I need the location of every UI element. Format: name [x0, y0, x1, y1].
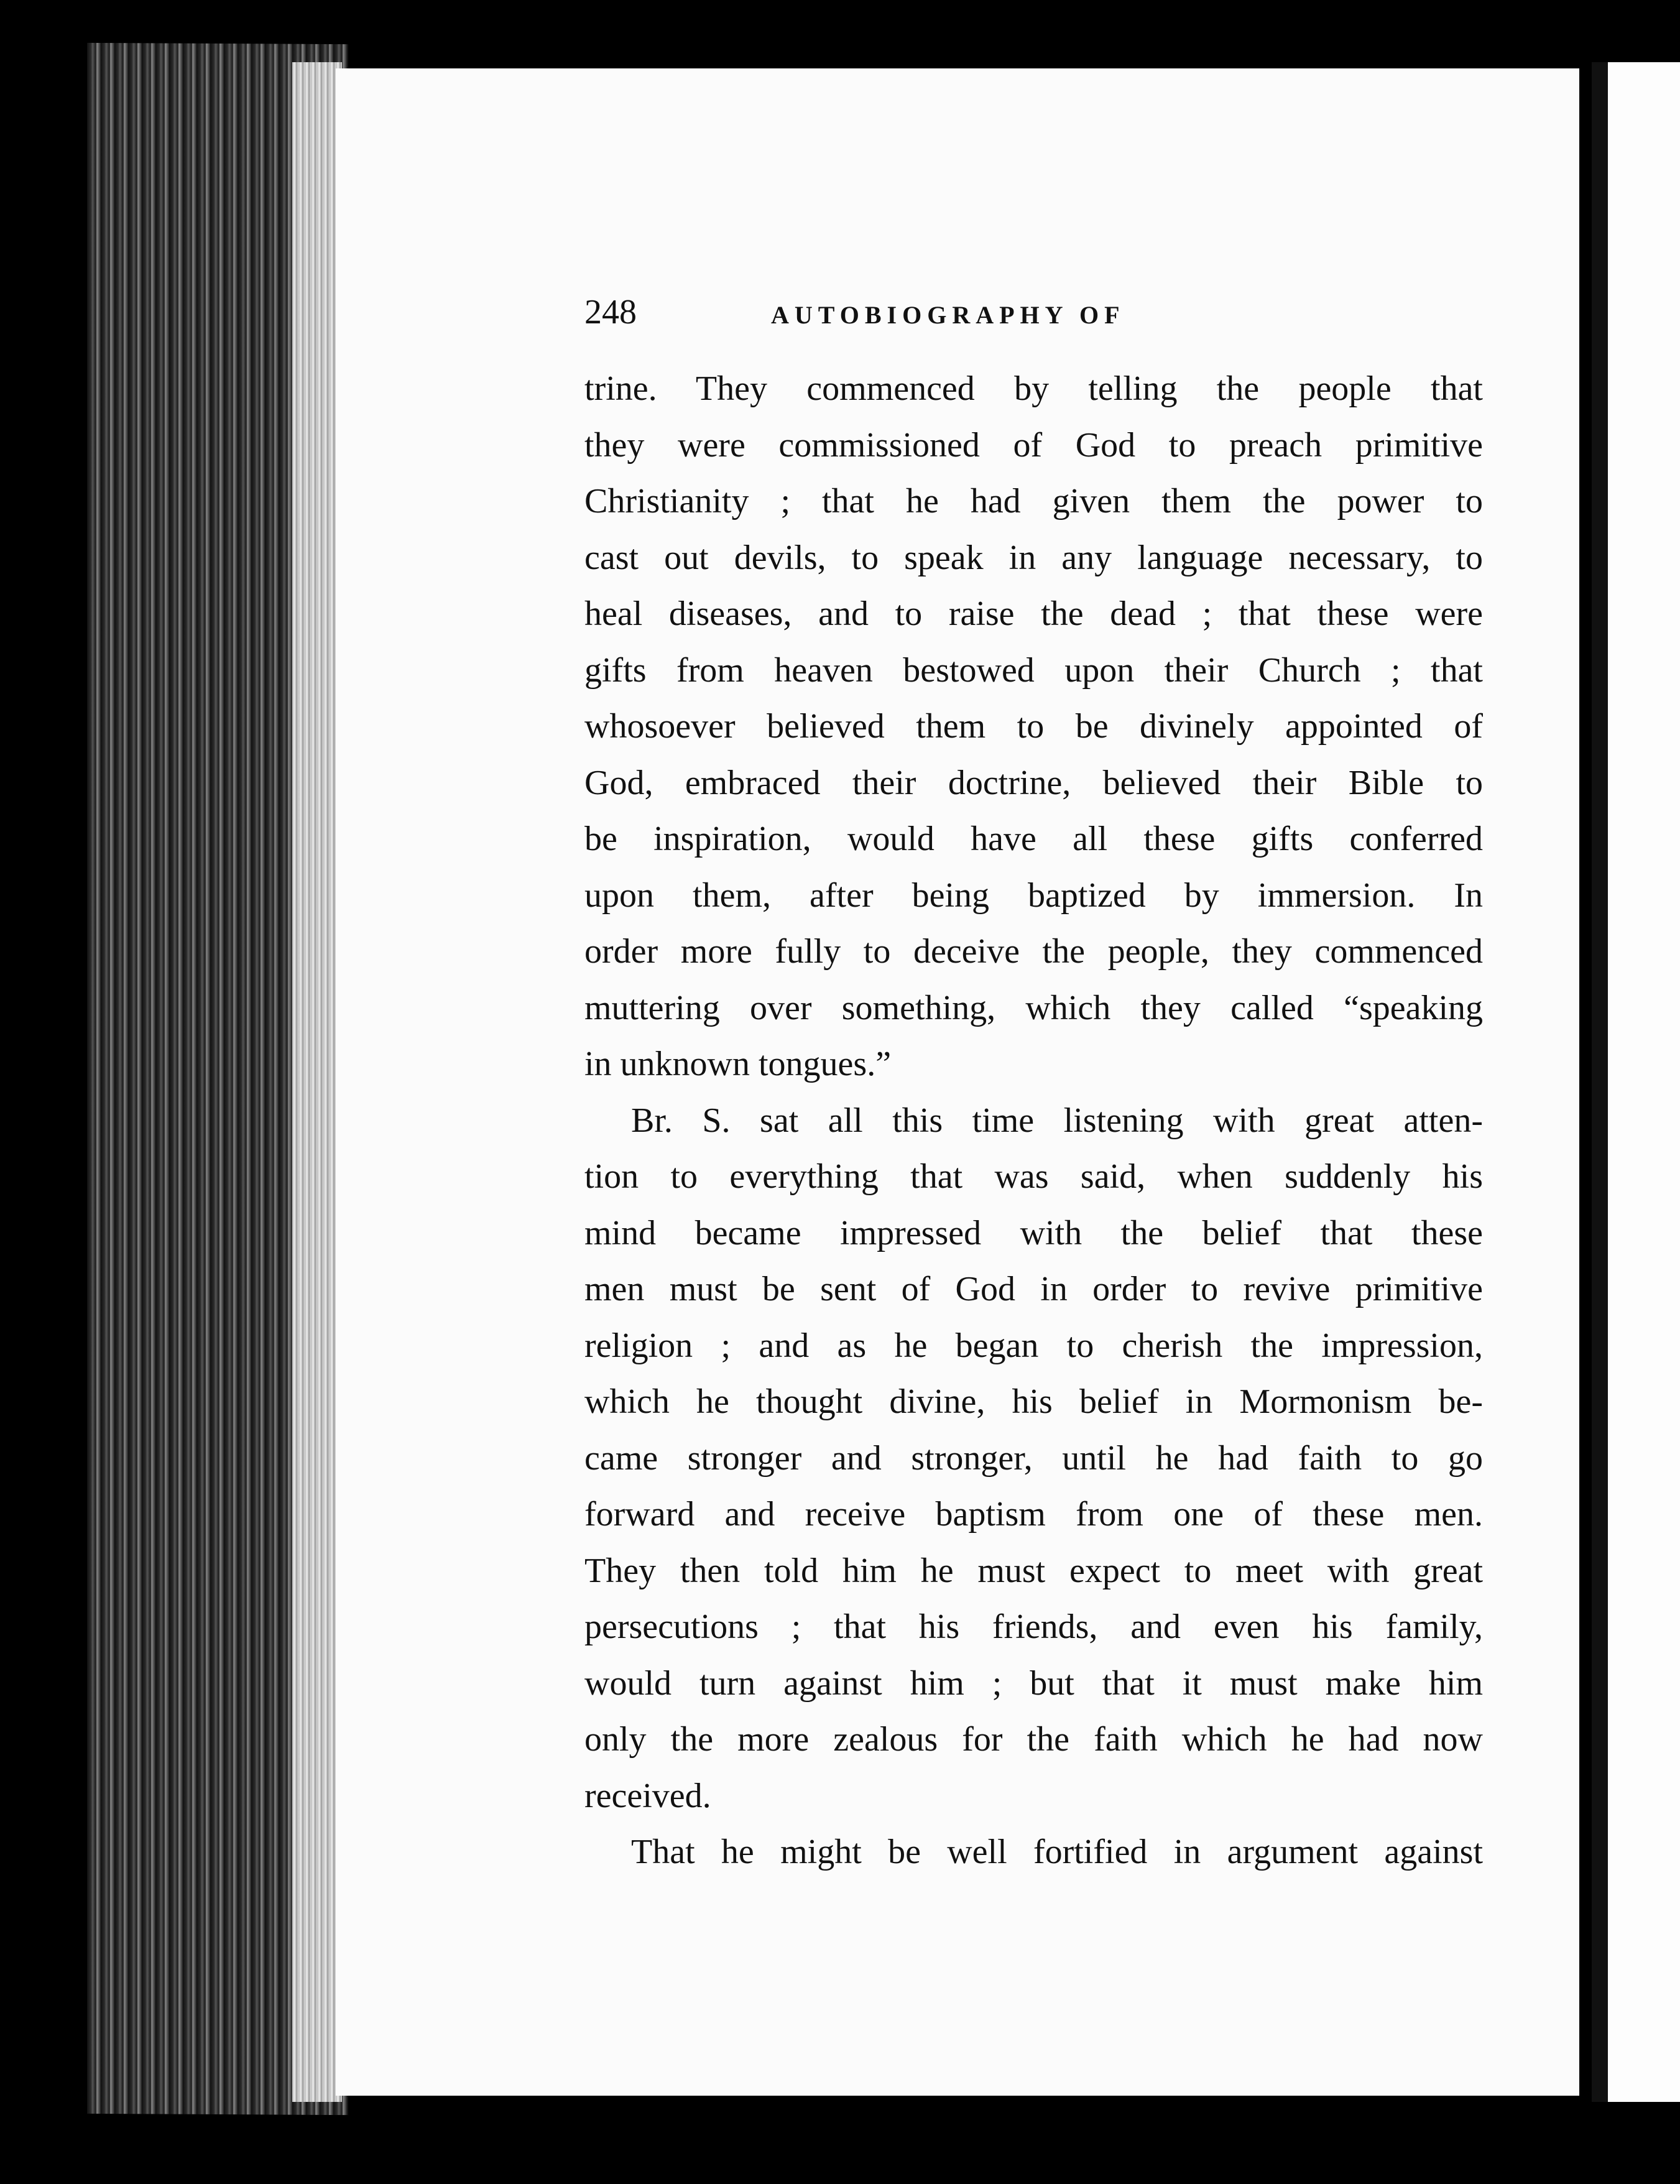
- text-line: tion to everything that was said, when suddenly his: [584, 1157, 1483, 1196]
- text-line: which he thought divine, his belief in Mormonism be-: [584, 1382, 1483, 1421]
- page-number: 248: [584, 293, 637, 331]
- text-line: persecutions ; that his friends, and even his family,: [584, 1608, 1483, 1646]
- text-line: whosoever believed them to be divinely appointed of: [584, 707, 1483, 746]
- text-line: God, embraced their doctrine, believed their Bible to: [584, 763, 1483, 802]
- running-title: AUTOBIOGRAPHY OF: [771, 301, 1125, 329]
- text-line: Christianity ; that he had given them the power to: [584, 482, 1483, 521]
- text-line: would turn against him ; but that it must make him: [584, 1663, 1483, 1703]
- text-line: forward and receive baptism from one of these men.: [584, 1495, 1483, 1534]
- text-line: gifts from heaven bestowed upon their Church ; that: [584, 650, 1483, 690]
- text-line: heal diseases, and to raise the dead ; that these were: [584, 595, 1483, 633]
- text-line: received.: [584, 1776, 711, 1815]
- text-line: cast out devils, to speak in any language necessary, to: [584, 538, 1483, 577]
- text-line: came stronger and stronger, until he had faith to go: [584, 1438, 1483, 1478]
- text-line: Br. S. sat all this time listening with great atten-: [631, 1101, 1483, 1140]
- text-line: upon them, after being baptized by immersion. In: [584, 876, 1483, 915]
- body-text: [584, 361, 1483, 1881]
- text-line: religion ; and as he began to cherish the impression,: [584, 1326, 1483, 1365]
- text-line: be inspiration, would have all these gifts conferred: [584, 820, 1483, 858]
- text-line: men must be sent of God in order to revive primitive: [584, 1270, 1483, 1308]
- text-line: order more fully to deceive the people, they commenced: [584, 932, 1483, 971]
- text-line: they were commissioned of God to preach primitive: [584, 425, 1483, 465]
- text-line: in unknown tongues.”: [584, 1045, 892, 1083]
- text-line: trine. They commenced by telling the people that: [584, 369, 1483, 408]
- text-line: They then told him he must expect to meet with great: [584, 1551, 1483, 1590]
- text-line: only the more zealous for the faith which he had now: [584, 1720, 1483, 1759]
- facing-page-edge: [1592, 62, 1680, 2102]
- page-edge-highlight: [292, 62, 342, 2102]
- text-line: That he might be well fortified in argument against: [631, 1833, 1483, 1871]
- text-line: mind became impressed with the belief that these: [584, 1213, 1483, 1252]
- text-line: muttering over something, which they called “speaking: [584, 988, 1483, 1027]
- running-head: [584, 292, 1237, 342]
